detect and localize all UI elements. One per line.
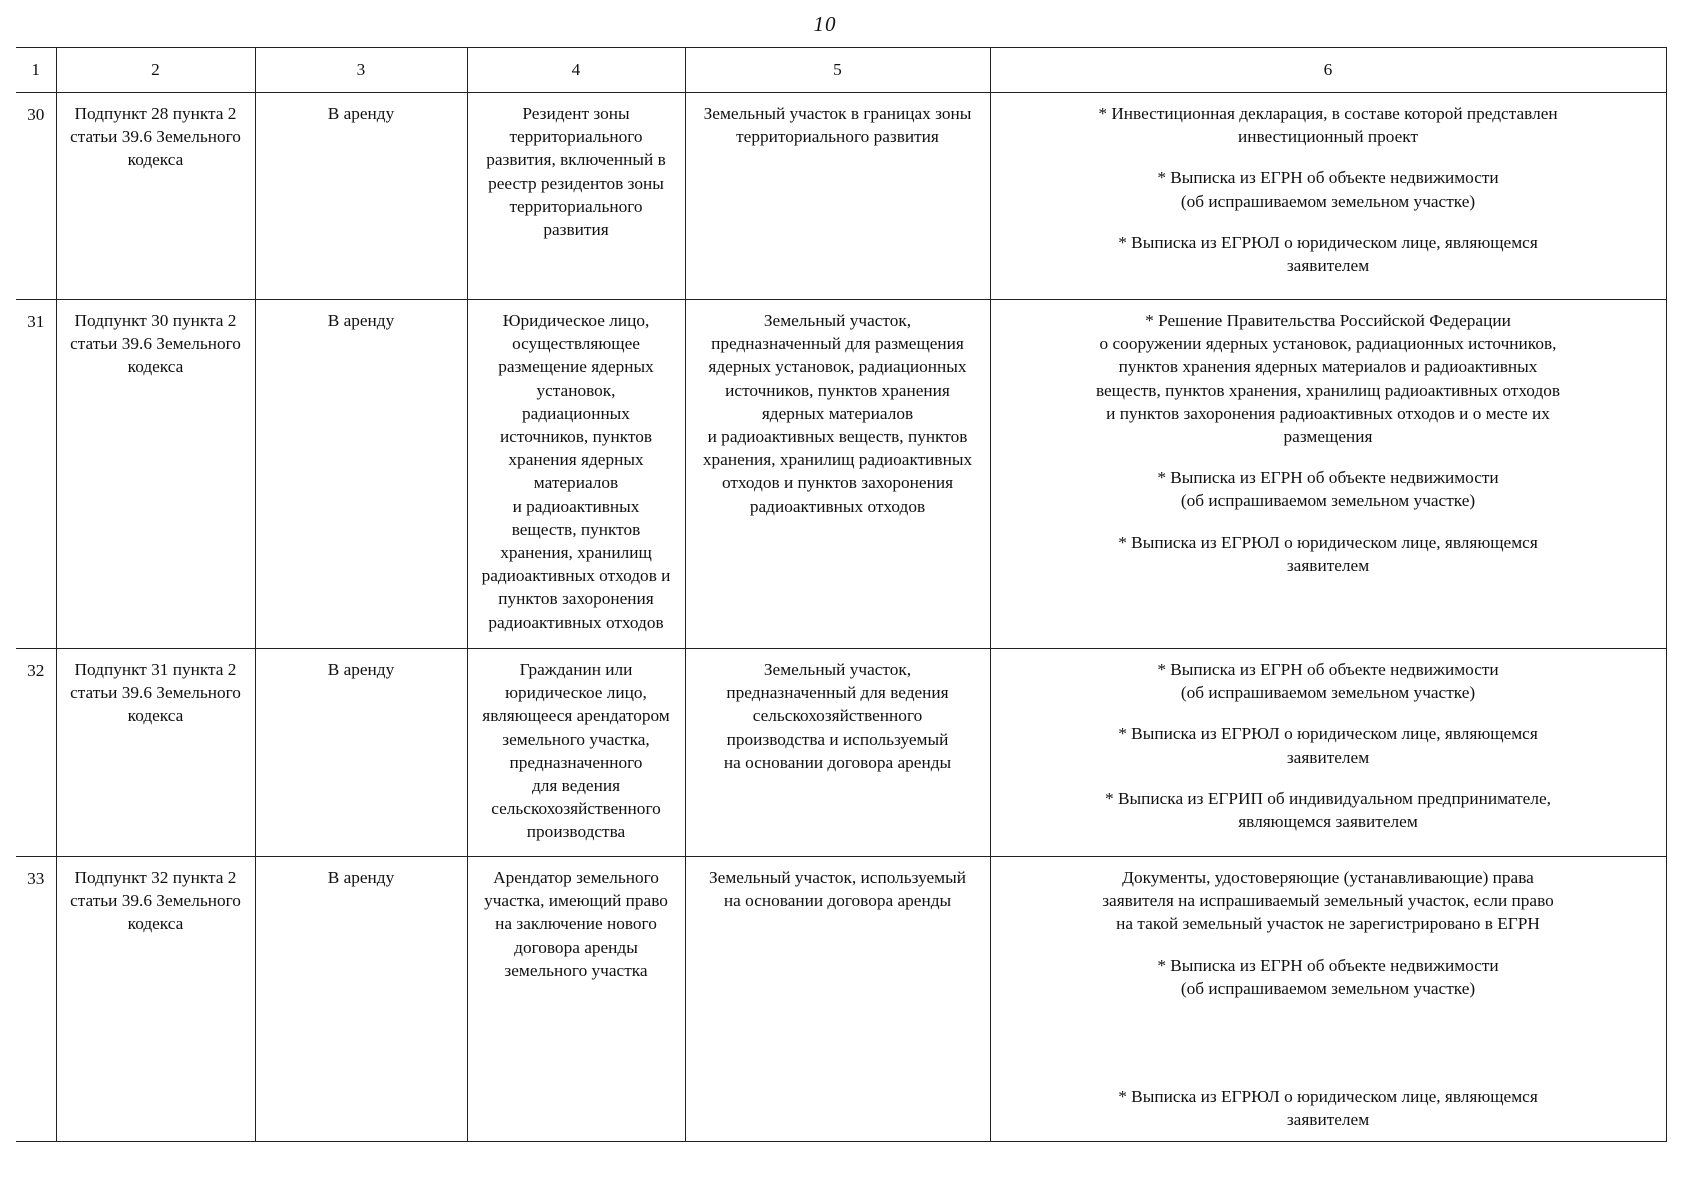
header-col-2: 2 bbox=[56, 48, 255, 93]
header-col-1: 1 bbox=[16, 48, 56, 93]
document-item: * Выписка из ЕГРЮЛ о юридическом лице, являющемся заявителем bbox=[1118, 532, 1538, 575]
land-plot-cell: Земельный участок, предназначенный для размещения ядерных установок, радиационных источников, пунктов хранения ядерных материалов и радиоактивных веществ, пунктов хранения, хранилищ радиоактивных отходов и пунктов захоронения радиоактивных отходов bbox=[685, 300, 990, 649]
document-item: * Выписка из ЕГРЮЛ о юридическом лице, являющемся заявителем bbox=[1118, 724, 1538, 767]
documents-cell bbox=[990, 857, 1666, 1142]
applicant-cell: Юридическое лицо, осуществляющее размещение ядерных установок, радиационных источников, пунктов хранения ядерных материалов и радиоактивных веществ, пунктов хранения, хранилищ радиоактивных отходов и пунктов захоронения радиоактивных отходов bbox=[467, 300, 685, 649]
header-col-6: 6 bbox=[990, 48, 1666, 93]
page-number: 10 bbox=[813, 12, 837, 36]
table-header bbox=[16, 48, 1666, 93]
document-item: * Выписка из ЕГРН об объекте недвижимости (об испрашиваемом земельном участке) bbox=[1157, 468, 1499, 511]
document-item: Документы, удостоверяющие (устанавливающие) права заявителя на испрашиваемый земельный участок, если право на такой земельный участок не зарегистрировано в ЕГРН bbox=[1102, 868, 1554, 934]
row-number: 31 bbox=[16, 300, 56, 649]
provision-type-cell: В аренду bbox=[255, 649, 467, 857]
documents-cell bbox=[990, 93, 1666, 300]
document-item: * Выписка из ЕГРН об объекте недвижимости (об испрашиваемом земельном участке) bbox=[1157, 660, 1499, 703]
document-table bbox=[16, 47, 1667, 1142]
documents-cell bbox=[990, 300, 1666, 649]
document-item: * Выписка из ЕГРН об объекте недвижимости (об испрашиваемом земельном участке) bbox=[1157, 955, 1499, 998]
document-item: * Инвестиционная декларация, в составе которой представлен инвестиционный проект bbox=[1098, 104, 1558, 147]
applicant-cell: Арендатор земельного участка, имеющий право на заключение нового договора аренды земельного участка bbox=[467, 857, 685, 1142]
header-col-3: 3 bbox=[255, 48, 467, 93]
provision-type-cell: В аренду bbox=[255, 93, 467, 300]
land-plot-cell: Земельный участок, предназначенный для ведения сельскохозяйственного производства и используемый на основании договора аренды bbox=[685, 649, 990, 857]
documents-cell bbox=[990, 649, 1666, 857]
legal-basis-cell: Подпункт 31 пункта 2 статьи 39.6 Земельного кодекса bbox=[56, 649, 255, 857]
document-item: * Решение Правительства Российской Федерации о сооружении ядерных установок, радиационных источников, пунктов хранения ядерных материалов и радиоактивных веществ, пунктов хранения, хранилищ радиоактивных отходов и пунктов захоронения радиоактивных отходов и о месте их размещения bbox=[1095, 311, 1561, 447]
header-col-4: 4 bbox=[467, 48, 685, 93]
provision-type-cell: В аренду bbox=[255, 857, 467, 1142]
header-row bbox=[16, 48, 1666, 93]
legal-basis-cell: Подпункт 30 пункта 2 статьи 39.6 Земельного кодекса bbox=[56, 300, 255, 649]
table-body bbox=[16, 93, 1666, 1142]
land-plot-cell: Земельный участок, используемый на основании договора аренды bbox=[685, 857, 990, 1142]
row-number: 33 bbox=[16, 857, 56, 1142]
table-row bbox=[16, 649, 1666, 857]
document-item: * Выписка из ЕГРИП об индивидуальном предпринимателе, являющемся заявителем bbox=[1105, 788, 1551, 832]
header-col-5: 5 bbox=[685, 48, 990, 93]
legal-basis-cell: Подпункт 32 пункта 2 статьи 39.6 Земельного кодекса bbox=[56, 857, 255, 1142]
table-row bbox=[16, 857, 1666, 1142]
table-row bbox=[16, 93, 1666, 300]
land-plot-cell: Земельный участок в границах зоны территориального развития bbox=[685, 93, 990, 300]
document-item: * Выписка из ЕГРЮЛ о юридическом лице, являющемся заявителем bbox=[1118, 1087, 1538, 1130]
applicant-cell: Гражданин или юридическое лицо, являющееся арендатором земельного участка, предназначенного для ведения сельскохозяйственного производства bbox=[467, 649, 685, 857]
applicant-cell: Резидент зоны территориального развития, включенный в реестр резидентов зоны территориального развития bbox=[467, 93, 685, 300]
legal-basis-cell: Подпункт 28 пункта 2 статьи 39.6 Земельного кодекса bbox=[56, 93, 255, 300]
row-number: 30 bbox=[16, 93, 56, 300]
document-item: * Выписка из ЕГРН об объекте недвижимости (об испрашиваемом земельном участке) bbox=[1157, 168, 1499, 211]
document-item: * Выписка из ЕГРЮЛ о юридическом лице, являющемся заявителем bbox=[1118, 232, 1538, 276]
table-row bbox=[16, 300, 1666, 649]
row-number: 32 bbox=[16, 649, 56, 857]
provision-type-cell: В аренду bbox=[255, 300, 467, 649]
